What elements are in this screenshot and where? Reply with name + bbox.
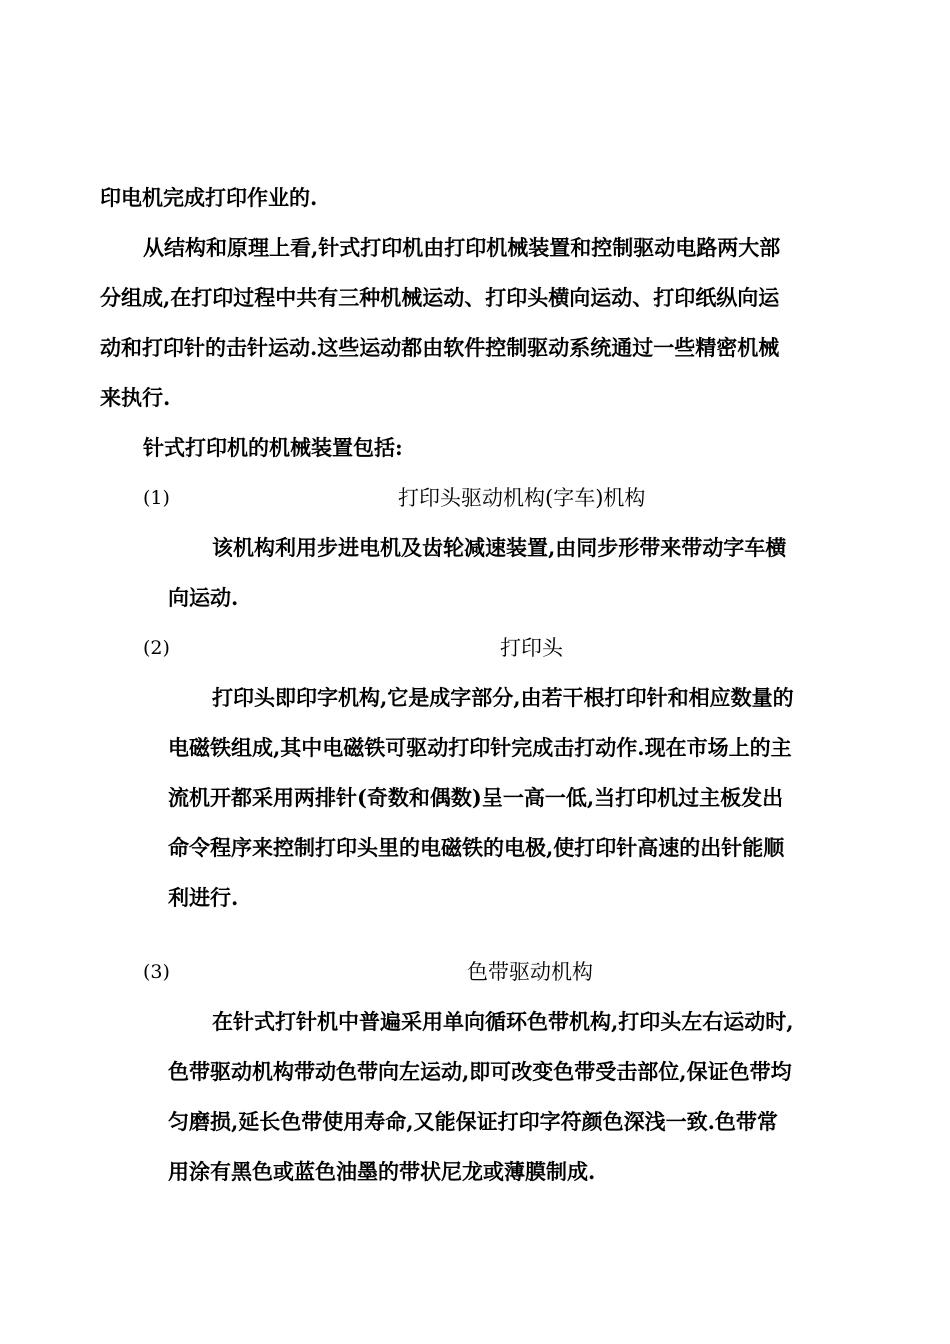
body-text-line: 印电机完成打印作业的. bbox=[100, 185, 318, 210]
body-text-line: 在针式打针机中普遍采用单向循环色带机构,打印头左右运动时, bbox=[212, 1009, 794, 1034]
body-text-line: 流机开都采用两排针(奇数和偶数)呈一高一低,当打印机过主板发出 bbox=[168, 785, 784, 810]
section-number: (1) bbox=[143, 487, 170, 509]
body-text-line: 用涂有黑色或蓝色油墨的带状尼龙或薄膜制成. bbox=[168, 1159, 596, 1184]
body-text-line: 利进行. bbox=[168, 885, 239, 910]
section-number: (3) bbox=[143, 961, 170, 983]
body-text-line: 色带驱动机构带动色带向左运动,即可改变色带受击部位,保证色带均 bbox=[168, 1059, 792, 1084]
body-text-line: 电磁铁组成,其中电磁铁可驱动打印针完成击打动作.现在市场上的主 bbox=[168, 735, 792, 760]
body-text-line: 匀磨损,延长色带使用寿命,又能保证打印字符颜色深浅一致.色带常 bbox=[168, 1109, 778, 1134]
body-text-line: 该机构利用步进电机及齿轮减速装置,由同步形带来带动字车横 bbox=[212, 535, 787, 560]
section-title: 色带驱动机构 bbox=[467, 960, 593, 984]
body-text-line: 动和打印针的击针运动.这些运动都由软件控制驱动系统通过一些精密机械 bbox=[100, 335, 780, 360]
body-text-line: 来执行. bbox=[100, 385, 171, 410]
section-number: (2) bbox=[143, 637, 170, 659]
body-text-line: 针式打印机的机械装置包括: bbox=[143, 435, 403, 460]
body-text-line: 向运动. bbox=[168, 585, 239, 610]
body-text-line: 从结构和原理上看,针式打印机由打印机械装置和控制驱动电路两大部 bbox=[143, 235, 781, 260]
section-title: 打印头 bbox=[500, 636, 563, 660]
body-text-line: 命令程序来控制打印头里的电磁铁的电极,使打印针高速的出针能顺 bbox=[168, 835, 785, 860]
body-text-line: 分组成,在打印过程中共有三种机械运动、打印头横向运动、打印纸纵向运 bbox=[100, 285, 780, 310]
body-text-line: 打印头即印字机构,它是成字部分,由若干根打印针和相应数量的 bbox=[212, 685, 794, 710]
section-title: 打印头驱动机构(字车)机构 bbox=[398, 486, 646, 510]
